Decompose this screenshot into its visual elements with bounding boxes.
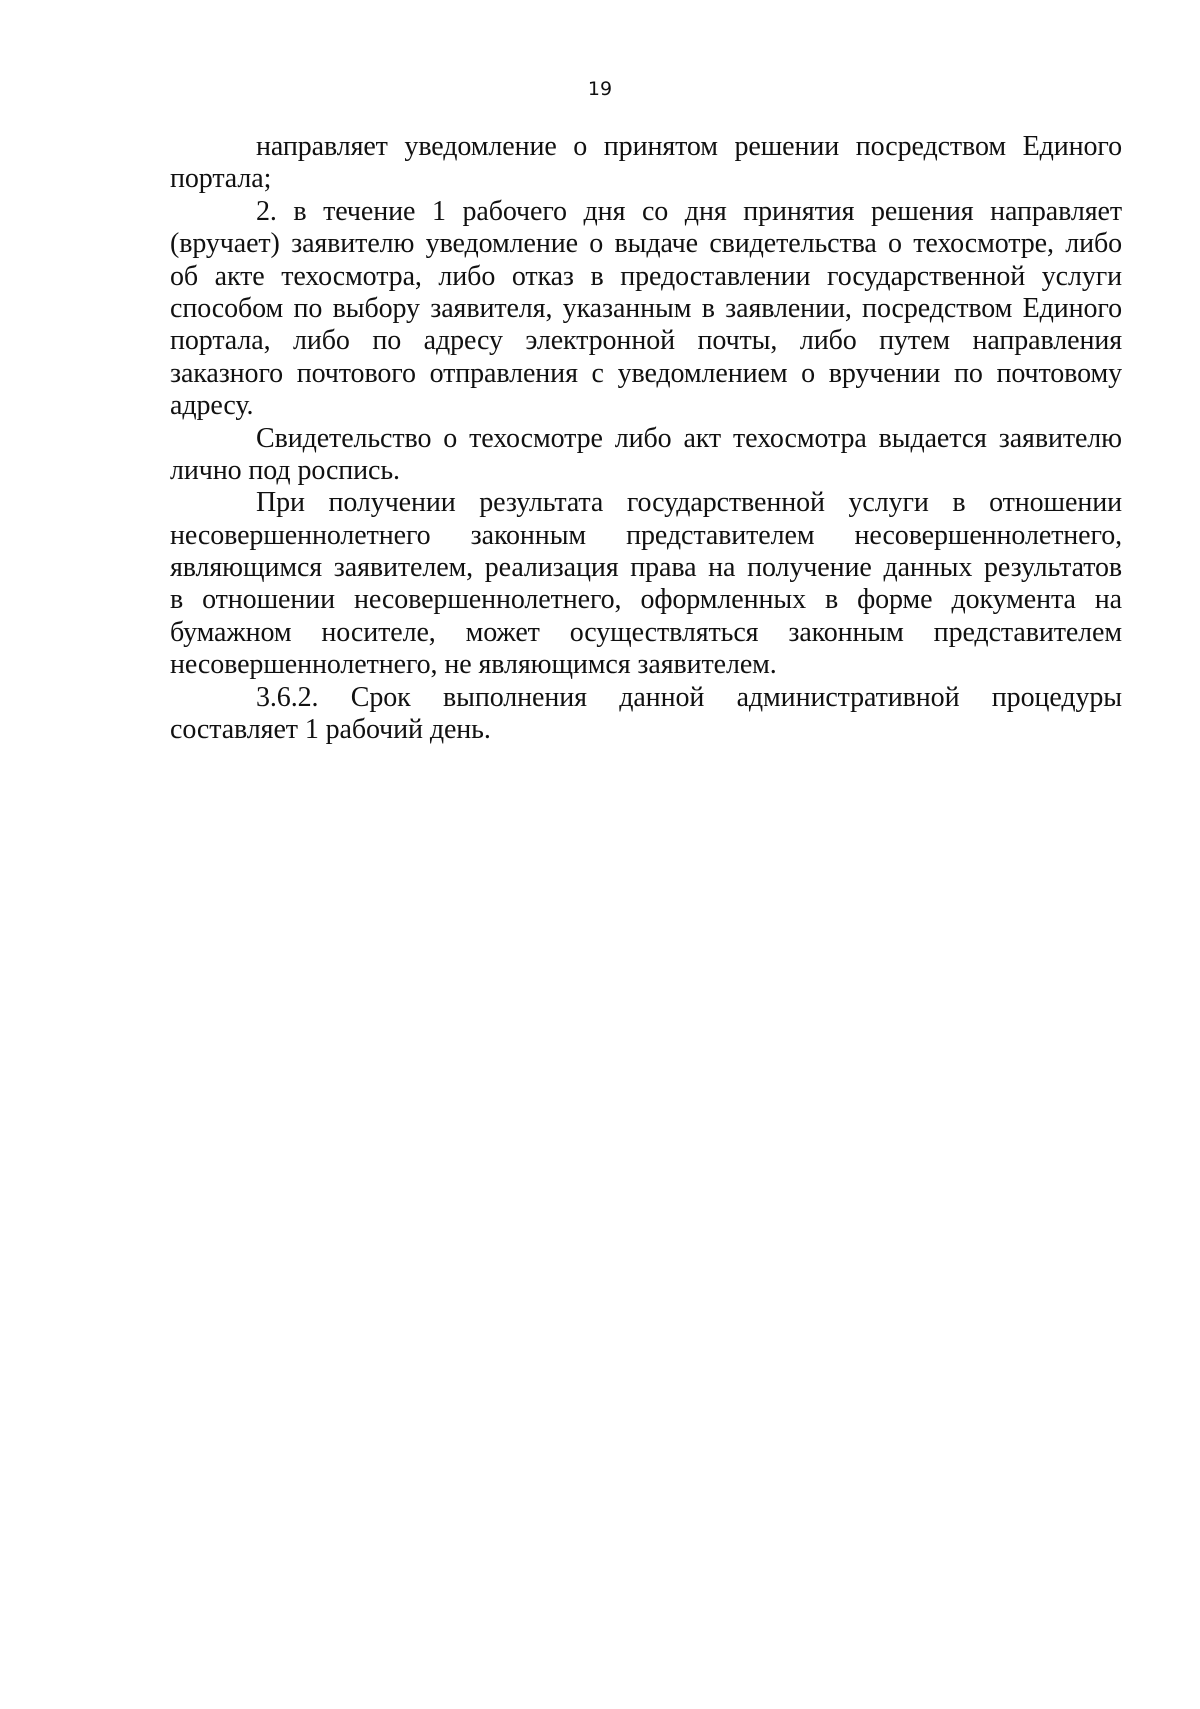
text-line: При получении результата государственной услуги в отношении	[256, 487, 1122, 519]
text-line: несовершеннолетнего, не являющимся заявителем.	[170, 649, 777, 681]
text-line: адресу.	[170, 390, 254, 422]
text-line: несовершеннолетнего законным представителем несовершеннолетнего,	[170, 519, 1122, 551]
text-line: портала;	[170, 163, 272, 195]
text-line: (вручает) заявителю уведомление о выдаче свидетельства о техосмотре, либо	[170, 228, 1122, 260]
text-line: направляет уведомление о принятом решении посредством Единого	[256, 131, 1122, 162]
text-line: бумажном носителе, может осуществляться законным представителем	[170, 616, 1122, 648]
text-line: Свидетельство о техосмотре либо акт техосмотра выдается заявителю	[256, 422, 1122, 454]
page-number: 19	[587, 78, 613, 100]
text-line: являющимся заявителем, реализация права на получение данных результатов	[170, 552, 1122, 584]
text-line: 3.6.2. Срок выполнения данной административной процедуры	[256, 681, 1122, 713]
text-line: заказного почтового отправления с уведомлением о вручении по почтовому	[170, 357, 1122, 389]
text-line: 2. в течение 1 рабочего дня со дня принятия решения направляет	[256, 195, 1122, 227]
text-line: составляет 1 рабочий день.	[170, 714, 491, 746]
document-body	[170, 131, 1122, 746]
text-line: способом по выбору заявителя, указанным в заявлении, посредством Единого	[170, 292, 1122, 324]
text-line: в отношении несовершеннолетнего, оформленных в форме документа на	[170, 584, 1122, 616]
text-line: об акте техосмотра, либо отказ в предоставлении государственной услуги	[170, 260, 1122, 292]
text-line: лично под роспись.	[170, 454, 400, 486]
text-line: портала, либо по адресу электронной почты, либо путем направления	[170, 325, 1122, 357]
